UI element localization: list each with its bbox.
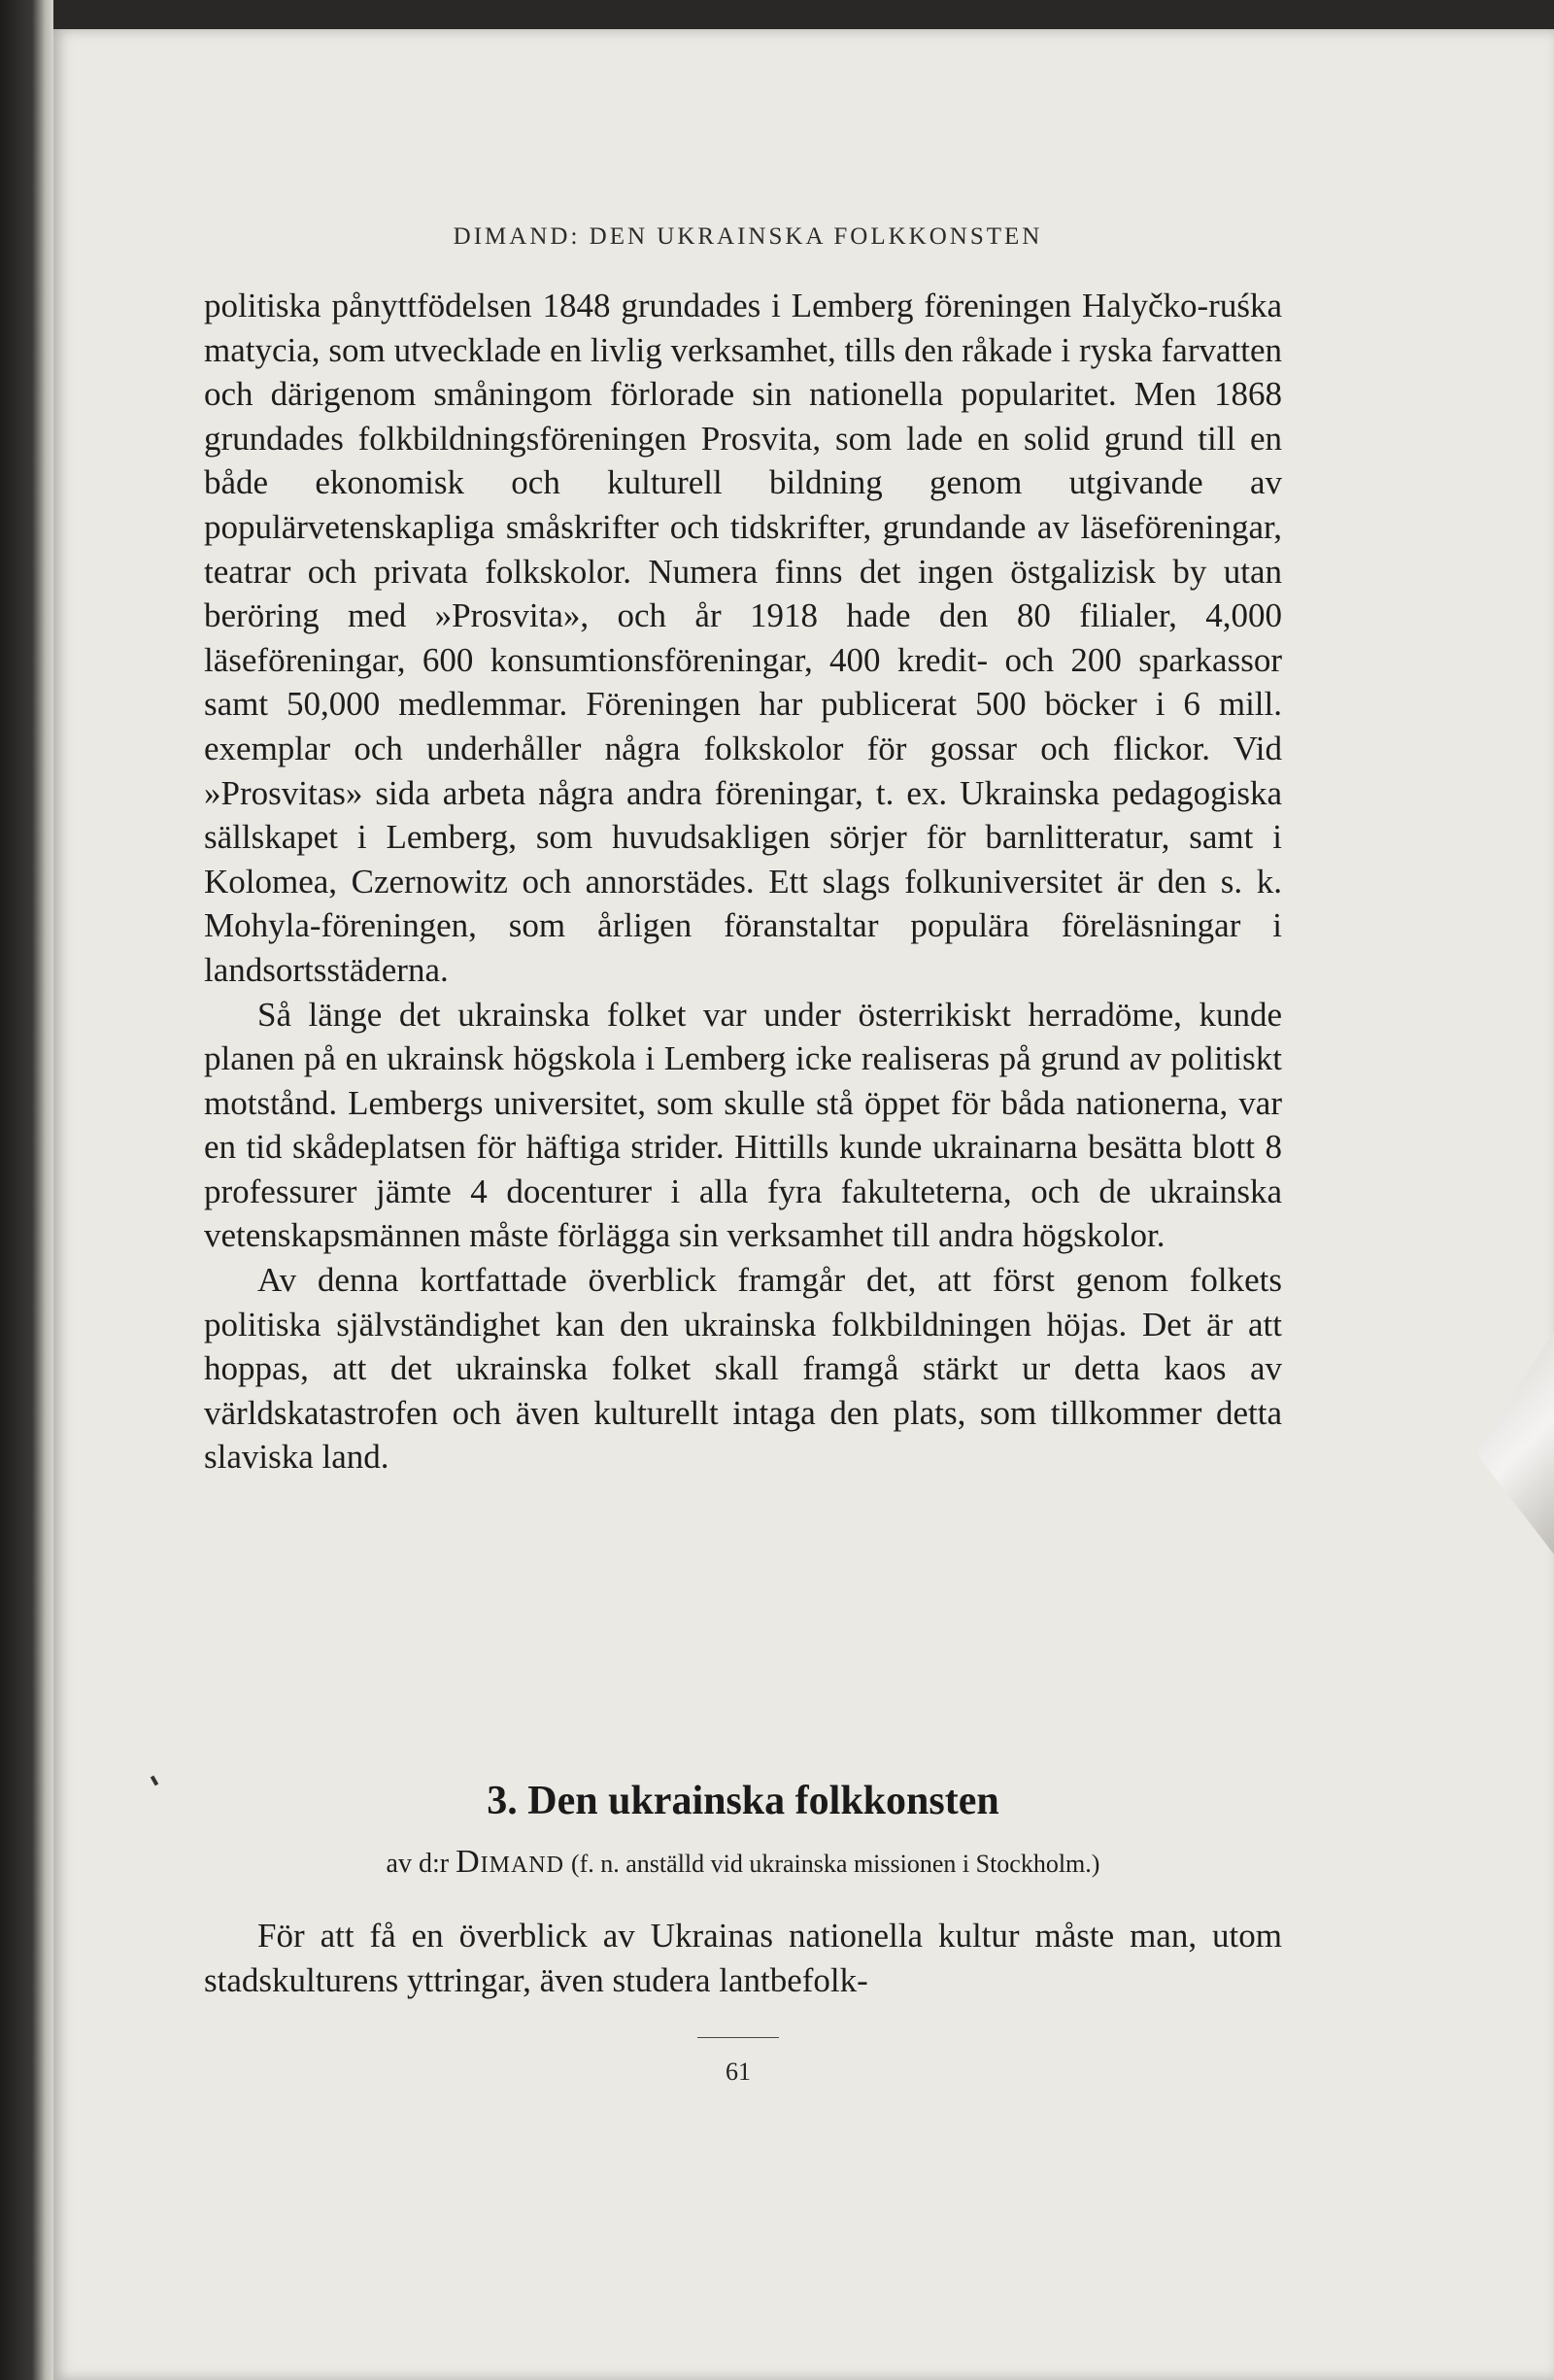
page-number: 61 <box>726 2057 751 2086</box>
byline-note: (f. n. anställd vid ukrainska missionen i Stockholm.) <box>570 1850 1100 1878</box>
paragraph-3: Av denna kortfattade överblick framgår det, att först genom folkets politiska självständighet kan den ukrainska folkbildningen höjas. Det är att hoppas, att det ukrainska folket skall framgå stärkt ur detta kaos av världskatastrofen och även kulturellt intaga den plats, som tillkommer detta slaviska land. <box>204 1261 1282 1477</box>
byline-prefix: av d:r <box>386 1849 450 1879</box>
book-gutter <box>0 0 53 2380</box>
body-text <box>204 284 1282 1479</box>
paragraph-2: Så länge det ukrainska folket var under österrikiskt herradöme, kunde planen på en ukrainsk högskola i Lemberg icke realiseras på grund av politiskt motstånd. Lembergs universitet, som skulle stå öppet för båda nationerna, var en tid skådeplatsen för häftiga strider. Hittills kunde ukrainarna besätta blott 8 professurer jämte 4 docenturer i alla fyra fakulteterna, och de ukrainska vetenskapsmännen måste förlägga sin verksamhet till andra högskolor. <box>204 995 1282 1255</box>
paragraph-1: politiska pånyttfödelsen 1848 grundades i Lemberg föreningen Halyčko-ruśka matycia, som utvecklade en livlig verksamhet, tills den råkade i ryska farvatten och därigenom småningom förlorade sin nationella popularitet. Men 1868 grundades folkbildningsföreningen Prosvita, som lade en solid grund till en både ekonomisk och kulturell bildning genom utgivande av populärvetenskapliga småskrifter och tidskrifter, grundande av läseföreningar, teatrar och privata folkskolor. Numera finns det ingen östgalizisk by utan beröring med »Prosvita», och år 1918 hade den 80 filialer, 4,000 läseföreningar, 600 konsumtionsföreningar, 400 kredit- och 200 sparkassor samt 50,000 medlemmar. Föreningen har publicerat 500 böcker i 6 mill. exemplar och underhåller några folkskolor för gossar och flickor. Vid »Prosvitas» sida arbeta några andra föreningar, t. ex. Ukrainska pedagogiska sällskapet i Lemberg, som huvudsakligen sörjer för barnlitteratur, samt i Kolomea, Czernowitz och annorstädes. Ett slags folkuniversitet är den s. k. Mohyla-föreningen, som årligen föranstaltar populära föreläsningar i landsortsstäderna. <box>204 287 1282 989</box>
byline <box>204 1844 1282 1881</box>
byline-author: Dimand <box>456 1844 564 1880</box>
folio-rule <box>697 2037 779 2038</box>
opening-text <box>204 1914 1282 2003</box>
opening-paragraph: För att få en överblick av Ukrainas nationella kultur måste man, utom stadskulturens yttringar, även studera lantbefolk- <box>204 1917 1282 1999</box>
section-heading: 3. Den ukrainska folkkonsten <box>487 1779 999 1823</box>
running-head: DIMAND: DEN UKRAINSKA FOLKKONSTEN <box>453 223 1043 250</box>
